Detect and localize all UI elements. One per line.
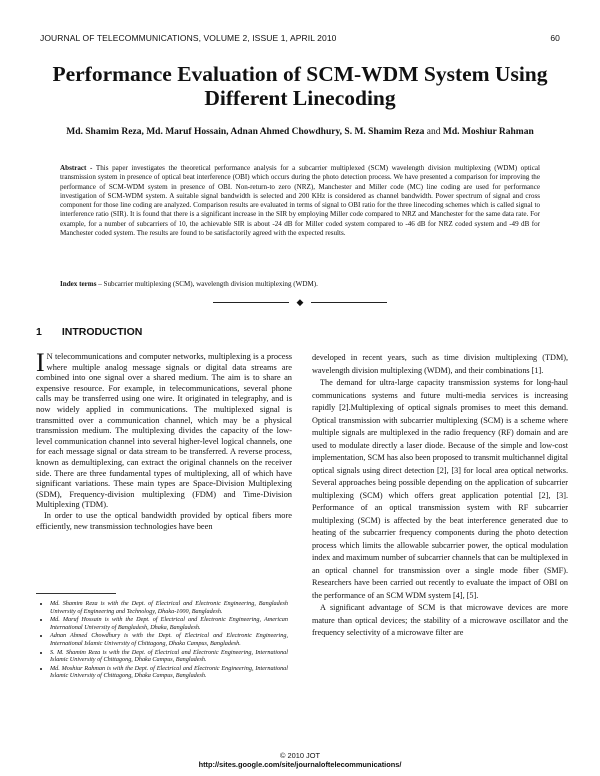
intro-paragraph-2: In order to use the optical bandwidth provided by optical fibers more efficiently, new transmission technologies have been bbox=[36, 510, 292, 531]
paper-title: Performance Evaluation of SCM-WDM System Using Different Linecoding bbox=[52, 62, 548, 110]
index-terms-text: – Subcarrier multiplexing (SCM), wavelength division multiplexing (WDM). bbox=[98, 280, 318, 288]
abstract bbox=[60, 164, 540, 238]
abstract-label: Abstract - bbox=[60, 164, 93, 172]
abstract-text: This paper investigates the theoretical performance analysis for a subcarrier multiplexed (SCM) wavelength division multiplexing (WDM) optical transmission system in presence of optical beat interference (OBI) which occurs during the photo detection process. We have presented a comparison for improving the performance of SCM-WDM system in presence of OBI. Non-return-to zero (NRZ), Manchester and Miller code (MC) line coding are used for performance investigation of SCM-WDM system. A suitable signal bandwidth is selected and 200 KHz is considered as channel bandwidth. Power spectrum of signal and cross component for those line coding are analyzed. Comparison results are evaluated in terms of signal to OBI ratio for the three linecoding schemes which is called signal to interference ratio (SIR). It is found that there is a significant increase in the SIR by employing Miller code compared to NRZ and Manchester for the same data rate. For example, for a number of subcarriers of 10, the achievable SIR is about -24 dB for Miller coded system compared to -46 dB for NRZ coded system and -49 dB for Manchester coded system. The results are found to be satisfactorily agreed with the expected results. bbox=[60, 164, 540, 238]
footnote-item: • S. M. Shamim Reza is with the Dept. of Electrical and Electronic Engineering, International Islamic University of Chittagong, Dhaka Campus, Bangladesh. bbox=[50, 649, 288, 664]
footnote-item: • Md. Maruf Hossain is with the Dept. of Electrical and Electronic Engineering, American International University of Bangladesh, Dhaka, Bangladesh. bbox=[50, 616, 288, 631]
page-number: 60 bbox=[550, 33, 560, 43]
right-paragraph-2: The demand for ultra-large capacity transmission systems for long-haul communications systems and future multi-media services is increasing rapidly [2].Multiplexing of optical signals promises to meet this demand. Optical transmission with subcarrier multiplexing (SCM) is a scheme where multiple signals are multiplexed in the radio frequency (RF) domain and are used to modulate directly a laser diode. Because of the simple and low-cost implementation, SCM has also been proposed to transmit multichannel digital optical signals using direct detection [2], [3] for local area optical networks. Several approaches being possible depending on the application of subcarrier multiplexing (SCM) which offers great application potential [2], [3]. Performance of an optical transmission system with RF subcarrier multiplexing (SCM) is affected by the beat interference generated due to heating of the subcarrier frequency components during the photo detection process which limits the allowable subcarrier power, the optical modulation index and maximum number of subcarrier channels that can be multiplexed in an optical channel for transmission over a single mode fiber (SMF). Researchers have been carried out recently to evaluate the impact of OBI on the performance of an SCM WDM system [4], [5]. bbox=[312, 378, 568, 600]
footnote-item: • Md. Moshiur Rahman is with the Dept. of Electrical and Electronic Engineering, International Islamic University of Chittagong, Dhaka Campus, Bangladesh. bbox=[50, 665, 288, 680]
authors-main: Md. Shamim Reza, Md. Maruf Hossain, Adnan Ahmed Chowdhury, S. M. Shamim Reza bbox=[66, 127, 425, 137]
authors-last: Md. Moshiur Rahman bbox=[442, 127, 534, 137]
index-terms bbox=[60, 280, 540, 288]
section-title: INTRODUCTION bbox=[61, 326, 143, 338]
footnote-item: • Md. Shamim Reza is with the Dept. of Electrical and Electronic Engineering, Bangladesh University of Engineering and Technology, Dhaka-1000, Bangladesh. bbox=[50, 600, 288, 615]
section-separator bbox=[0, 297, 600, 308]
left-column bbox=[36, 348, 292, 532]
intro-paragraph-1-text: N telecommunications and computer networks, multiplexing is a process where multiple analog message signals or digital data streams are combined into one signal over a shared medium. The aim is to share an expensive resource. For example, in telecommunications, several phone calls may be transferred using one wire. It originated in telegraphy, and is now widely applied in communications. The multiplexed signal is transmitted over a communication channel, which may be a physical transmission medium. The multiplexing divides the capacity of the low-level communication channel into several higher-level logical channels, one for each message signal or data stream to be transferred. A reverse process, known as demultiplexing, can extract the original channels on the receiver side. There are three fundamental types of multiplexing, all of which have significant variations. These main types are Space-Division Multiplexing (SDM), Frequency-division multiplexing (FDM) and Time-Division Multiplexing (TDM). bbox=[36, 352, 292, 510]
intro-paragraph-1 bbox=[36, 348, 292, 511]
running-header bbox=[40, 33, 560, 43]
authors-and: and bbox=[426, 127, 441, 137]
copyright: © 2010 JOT bbox=[280, 751, 320, 760]
footnote-rule bbox=[36, 593, 116, 594]
index-terms-label: Index terms bbox=[60, 280, 97, 288]
section-number: 1 bbox=[36, 326, 42, 338]
right-column bbox=[312, 352, 568, 640]
footnotes bbox=[36, 600, 288, 681]
diamond-icon: ◆ bbox=[296, 297, 304, 307]
right-paragraph-3: A significant advantage of SCM is that microwave devices are more mature than optical devices; the stability of a microwave oscillator and the frequency selectivity of a microwave filter are bbox=[312, 603, 568, 637]
drop-cap: I bbox=[36, 348, 45, 377]
separator-line-right bbox=[311, 302, 387, 303]
separator-line-left bbox=[213, 302, 289, 303]
journal-url: http://sites.google.com/site/journaloftelecommunications/ bbox=[198, 760, 402, 769]
right-paragraph-1: developed in recent years, such as time division multiplexing (TDM), wavelength division multiplexing (WDM), and their combinations [1]. bbox=[312, 353, 568, 375]
journal-name: JOURNAL OF TELECOMMUNICATIONS, VOLUME 2, ISSUE 1, APRIL 2010 bbox=[40, 33, 337, 43]
author-list bbox=[20, 127, 580, 137]
page-footer bbox=[0, 751, 600, 769]
section-heading bbox=[36, 326, 142, 338]
footnote-item: • Adnan Ahmed Chowdhury is with the Dept. of Electrical and Electronic Engineering, International Islamic University of Chittagong, Dhaka Campus, Bangladesh. bbox=[50, 632, 288, 647]
